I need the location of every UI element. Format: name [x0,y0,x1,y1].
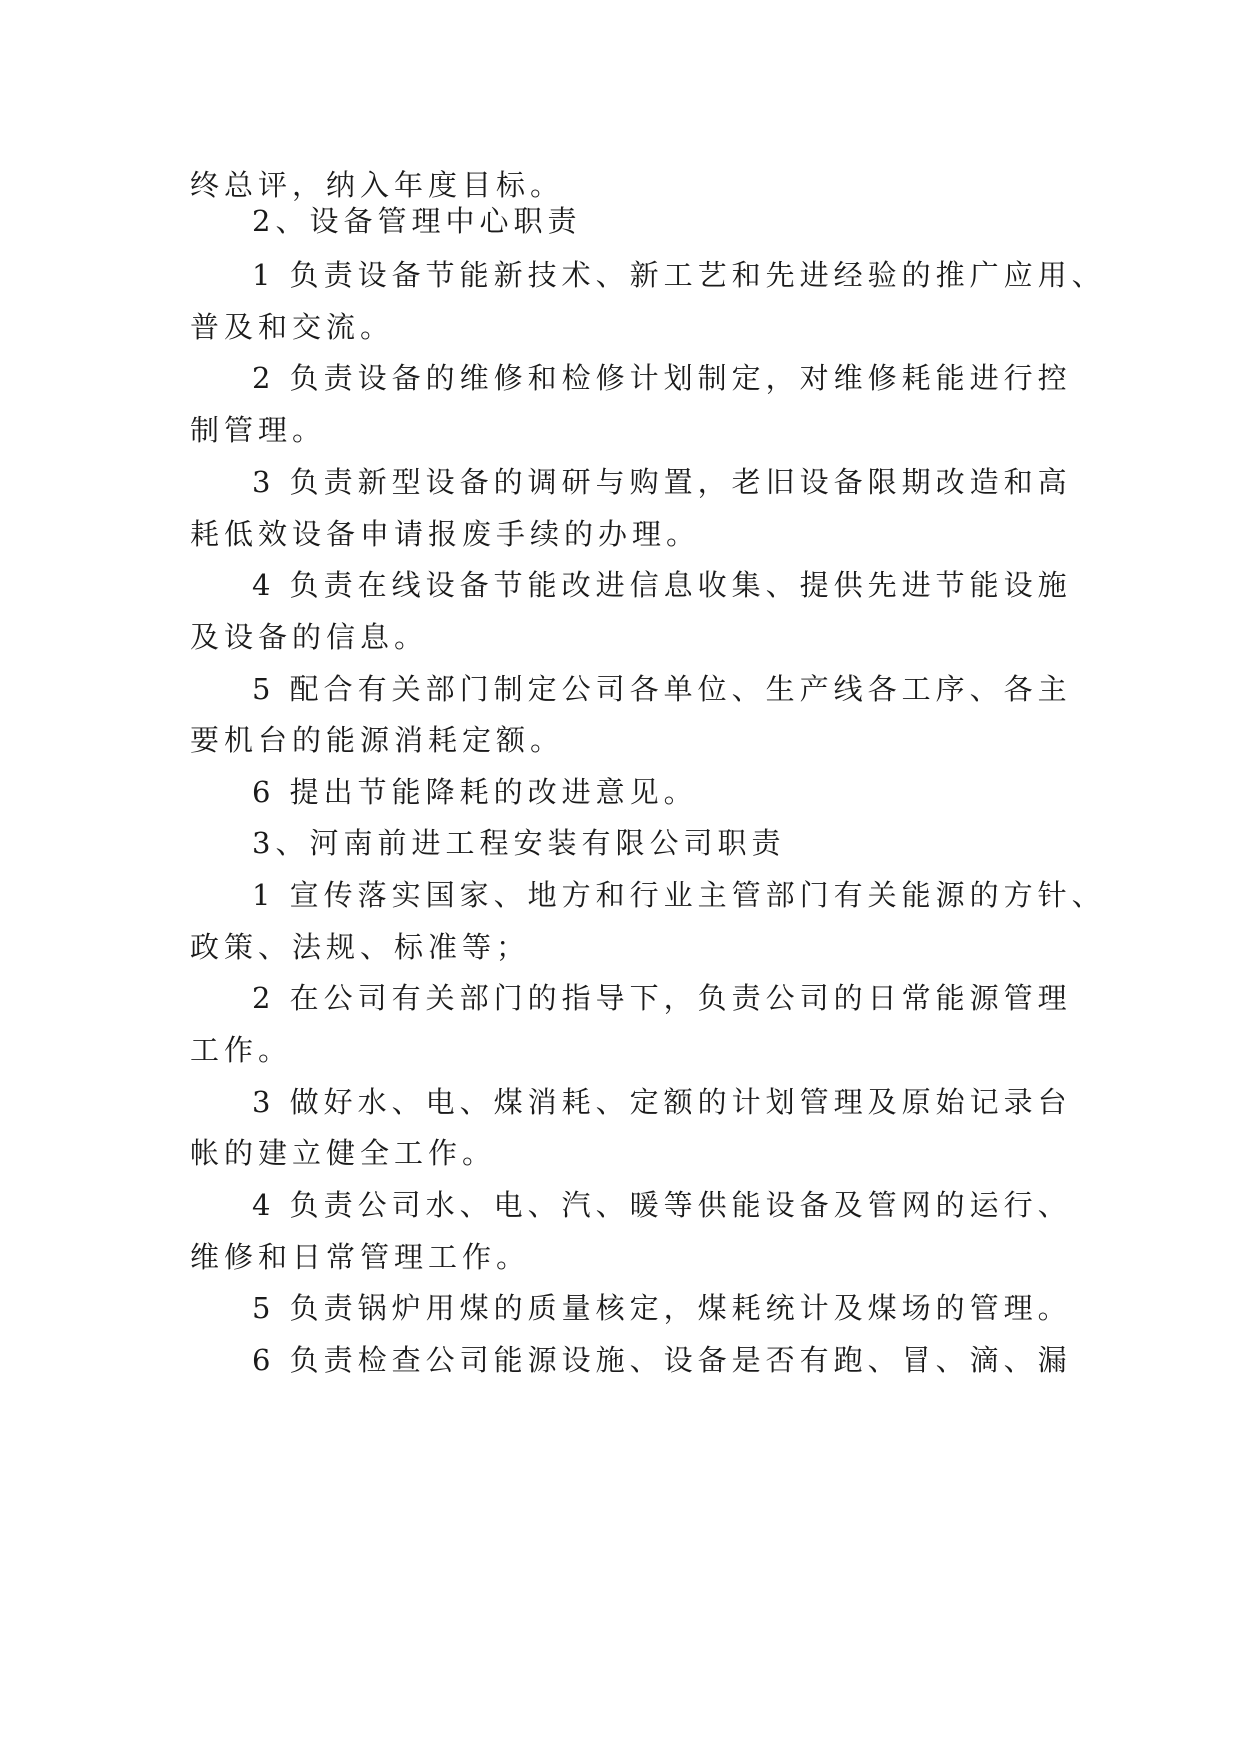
text-line: 5 配合有关部门制定公司各单位、生产线各工序、各主 [252,672,1072,706]
text-line: 5 负责锅炉用煤的质量核定，煤耗统计及煤场的管理。 [252,1291,1072,1325]
text-line: 要机台的能源消耗定额。 [190,723,565,757]
text-line: 2 在公司有关部门的指导下，负责公司的日常能源管理 [252,981,1072,1015]
text-line: 制管理。 [190,413,327,447]
text-line: 3 做好水、电、煤消耗、定额的计划管理及原始记录台 [252,1085,1072,1119]
text-line: 4 负责公司水、电、汽、暖等供能设备及管网的运行、 [252,1188,1072,1222]
text-line: 3 负责新型设备的调研与购置，老旧设备限期改造和高 [252,465,1072,499]
text-line: 及设备的信息。 [190,620,429,654]
text-line: 2 负责设备的维修和检修计划制定，对维修耗能进行控 [252,361,1072,395]
text-line: 政策、法规、标准等； [190,930,531,964]
section-heading: 3、河南前进工程安装有限公司职责 [252,826,786,860]
text-line: 耗低效设备申请报废手续的办理。 [190,517,701,551]
text-line: 1 负责设备节能新技术、新工艺和先进经验的推广应用、 [252,258,1106,292]
text-line: 1 宣传落实国家、地方和行业主管部门有关能源的方针、 [252,878,1106,912]
text-line: 终总评，纳入年度目标。 [190,168,565,202]
section-heading: 2、设备管理中心职责 [252,204,582,238]
text-line: 6 负责检查公司能源设施、设备是否有跑、冒、滴、漏 [252,1343,1072,1377]
text-line: 普及和交流。 [190,310,395,344]
text-line: 4 负责在线设备节能改进信息收集、提供先进节能设施 [252,568,1072,602]
text-line: 6 提出节能降耗的改进意见。 [252,775,698,809]
text-line: 帐的建立健全工作。 [190,1136,497,1170]
text-line: 工作。 [190,1033,293,1067]
text-line: 维修和日常管理工作。 [190,1240,531,1274]
